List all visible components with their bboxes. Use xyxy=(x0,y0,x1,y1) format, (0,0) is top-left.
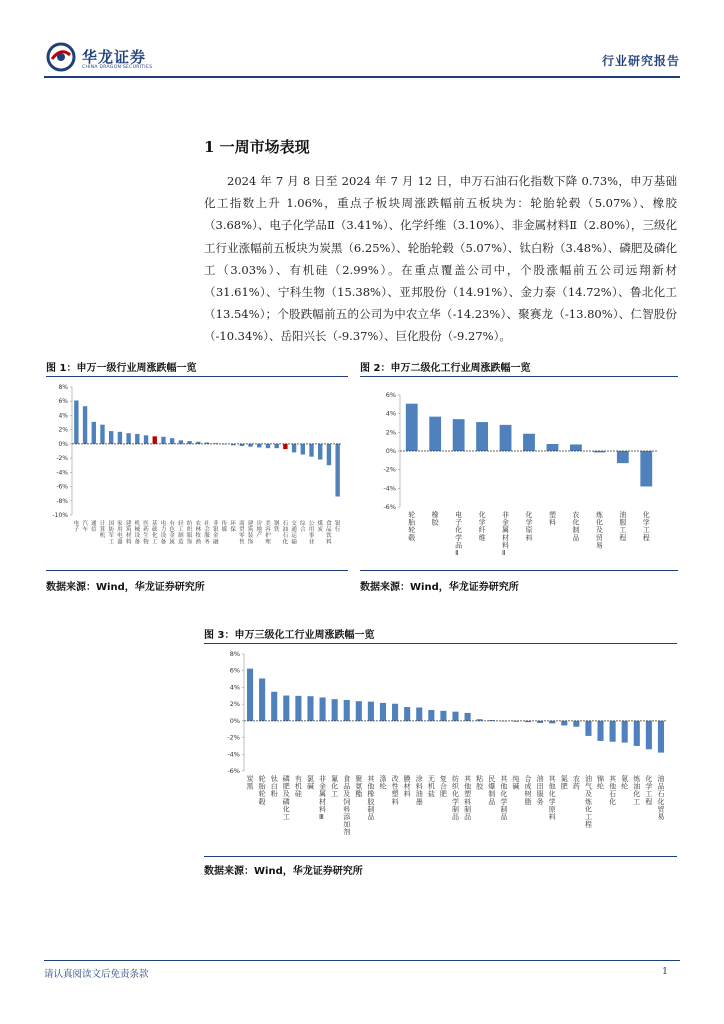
bar xyxy=(404,707,410,721)
bar xyxy=(118,432,122,444)
footer-divider xyxy=(44,960,680,961)
bar xyxy=(500,425,512,451)
bar xyxy=(428,710,434,721)
x-tick-label: 民爆制品 xyxy=(488,775,496,806)
x-tick-label: 煤炭 xyxy=(317,521,323,534)
bar xyxy=(259,678,265,720)
y-tick-label: 8% xyxy=(229,650,240,658)
bar xyxy=(429,417,441,451)
x-tick-label: 改性塑料 xyxy=(391,775,399,806)
bar xyxy=(274,444,278,448)
x-tick-label: 钛白粉 xyxy=(270,775,278,799)
x-tick-label: 轮胎轮毂 xyxy=(258,775,266,806)
bar xyxy=(271,692,277,721)
x-tick-label: 公用事业 xyxy=(308,521,315,546)
bar xyxy=(327,444,331,465)
y-tick-label: -8% xyxy=(56,497,68,505)
x-tick-label: 油服工程 xyxy=(619,511,627,542)
x-tick-label: 非金属材料 Ⅱ xyxy=(502,511,510,557)
bar xyxy=(597,721,603,741)
x-tick-label: 复合肥 xyxy=(439,775,447,799)
x-tick-label: 轮胎轮毂 xyxy=(408,511,416,542)
bar xyxy=(406,404,418,451)
x-tick-label: 油品石化贸易 xyxy=(657,775,665,821)
x-tick-label: 纯碱 xyxy=(512,775,520,791)
x-tick-label: 化学纤维 xyxy=(478,511,486,542)
figure-3-caption: 图 3：申万三级化工行业周涨跌幅一览 xyxy=(204,630,375,641)
y-tick-label: -6% xyxy=(227,767,240,775)
x-tick-label: 纺织化学制品 xyxy=(452,775,459,821)
bar xyxy=(135,434,139,444)
bar xyxy=(257,444,261,448)
logo-subtext: CHINA DRAGON SECURITIES xyxy=(82,65,153,70)
x-tick-label: 石油石化 xyxy=(282,521,289,546)
x-tick-label: 钢铁 xyxy=(273,521,280,534)
bar xyxy=(292,444,296,453)
x-tick-label: 有机硅 xyxy=(294,775,302,799)
bar xyxy=(126,433,130,444)
x-tick-label: 医药生物 xyxy=(143,521,149,546)
x-tick-label: 环保 xyxy=(230,521,236,534)
bar xyxy=(100,425,104,444)
x-tick-label: 其他石化 xyxy=(609,775,617,806)
bar xyxy=(640,451,652,486)
x-tick-label: 建筑材料 xyxy=(125,521,132,546)
y-tick-label: -6% xyxy=(383,503,396,511)
bar xyxy=(83,406,87,444)
x-tick-label: 农药 xyxy=(572,775,580,791)
x-tick-label: 交通运输 xyxy=(291,521,297,546)
x-tick-label: 商贸零售 xyxy=(239,521,245,546)
bar xyxy=(266,444,270,448)
section-paragraph: 2024 年 7 月 8 日至 2024 年 7 月 12 日，申万石油石化指数下降 0.73%，申万基础化工指数上升 1.06%，重点子板块周涨跌幅前五板块为：轮胎轮毂（5.07%）、橡胶（3.68%）、电子化学品Ⅱ（3.41%）、化学纤维（3.10%）、非金属材料Ⅱ（2.80%），三级化工行业涨幅前五板块为炭黑（6.25%）、轮胎轮毂（5.07%）、钛白粉（3.48%）、磷肥及磷化工（3.03%）、有机硅（2.99%）。在重点覆盖公司中，个股涨幅前五公司远翔新材（31.61%）、宁科生物（15.38%）、亚邦股份（14.91%）、金力泰（14.72%）、鲁北化工（13.54%）；个股跌幅前五的公司为中农立华（-14.23%）、聚赛龙（-13.80%）、仁智股份（-10.34%）、岳阳兴长（-9.37%）、巨化股份（-9.27%）。 xyxy=(204,174,677,344)
figure-2-source: 数据来源：Wind，华龙证券研究所 xyxy=(360,582,519,593)
x-tick-label: 非银金融 xyxy=(212,521,219,546)
bar xyxy=(301,444,305,455)
y-tick-label: 0% xyxy=(58,440,68,448)
bar xyxy=(320,697,326,720)
x-tick-label: 磷肥及磷化工 xyxy=(282,775,290,821)
page-number: 1 xyxy=(661,966,668,977)
x-tick-label: 锦纶 xyxy=(597,775,605,791)
x-tick-label: 综合 xyxy=(300,521,306,534)
bar xyxy=(549,721,555,724)
x-tick-label: 其他塑料制品 xyxy=(464,775,472,821)
bar xyxy=(658,721,664,753)
x-tick-label: 涂料油墨 xyxy=(415,775,423,806)
bar xyxy=(610,721,616,742)
y-tick-label: 0% xyxy=(385,447,396,455)
x-tick-label: 塑料 xyxy=(548,511,556,527)
bar xyxy=(622,721,628,743)
x-tick-label: 机械设备 xyxy=(134,521,141,546)
y-tick-label: 2% xyxy=(58,426,68,434)
bar xyxy=(344,700,350,721)
x-tick-label: 其他化学原料 xyxy=(548,775,556,821)
y-tick-label: -4% xyxy=(227,750,240,759)
x-tick-label: 合成树脂 xyxy=(524,775,532,806)
bar xyxy=(247,669,253,721)
figure-2-chart xyxy=(360,377,678,570)
bar xyxy=(368,702,374,721)
y-tick-label: -6% xyxy=(56,483,68,491)
section-title: 1 一周市场表现 xyxy=(204,138,310,156)
bar xyxy=(92,422,96,444)
x-tick-label: 氮肥 xyxy=(560,775,568,791)
y-tick-label: 4% xyxy=(385,409,396,418)
x-tick-label: 化学工程 xyxy=(645,775,653,806)
y-tick-label: -4% xyxy=(383,484,396,493)
bar xyxy=(453,419,465,451)
bar xyxy=(646,721,652,749)
bar xyxy=(547,444,559,451)
bar xyxy=(573,721,579,727)
bar xyxy=(561,721,567,726)
bar xyxy=(187,441,191,444)
x-tick-label: 氯碱 xyxy=(306,775,314,791)
bar xyxy=(570,444,582,451)
bar xyxy=(332,699,338,721)
x-tick-label: 房地产 xyxy=(256,521,263,540)
bar xyxy=(295,696,301,721)
x-tick-label: 炼化及贸易 xyxy=(595,511,603,550)
y-tick-label: -2% xyxy=(56,455,68,463)
logo-icon xyxy=(46,42,76,72)
bar xyxy=(617,451,629,463)
y-tick-label: -2% xyxy=(227,733,240,742)
x-tick-label: 轻工制造 xyxy=(178,521,184,546)
bar xyxy=(523,434,535,451)
page-header xyxy=(44,40,680,76)
bar xyxy=(465,713,471,721)
y-tick-label: 4% xyxy=(58,412,68,420)
bar xyxy=(585,721,591,736)
bar xyxy=(392,704,398,721)
figure-2-caption: 图 2：申万二级化工行业周涨跌幅一览 xyxy=(360,363,531,374)
bar xyxy=(307,696,313,721)
y-tick-label: 6% xyxy=(385,391,396,399)
x-tick-label: 电子化学品 Ⅱ xyxy=(455,511,463,557)
bar xyxy=(440,711,446,721)
y-tick-label: 8% xyxy=(58,384,68,391)
x-tick-label: 氟化工 xyxy=(331,775,339,799)
x-tick-label: 社会服务 xyxy=(204,521,210,546)
report-type: 行业研究报告 xyxy=(601,54,680,68)
x-tick-label: 农化制品 xyxy=(572,511,580,542)
bar xyxy=(318,444,322,460)
x-tick-label: 炼油化工 xyxy=(633,775,641,806)
x-tick-label: 非金属材料 Ⅲ xyxy=(319,775,327,821)
x-tick-label: 计算机 xyxy=(99,521,106,540)
bar xyxy=(248,444,252,447)
y-tick-label: -4% xyxy=(56,469,68,477)
x-tick-label: 氨纶 xyxy=(621,775,629,791)
x-tick-label: 油气及炼化工程 xyxy=(584,775,592,829)
bar xyxy=(283,444,287,449)
y-tick-label: 6% xyxy=(58,398,68,406)
x-tick-label: 其他化学制品 xyxy=(500,775,508,821)
x-tick-label: 粘胶 xyxy=(476,775,484,791)
bar xyxy=(144,435,148,444)
bar xyxy=(335,444,339,497)
figure-3-source: 数据来源：Wind，华龙证券研究所 xyxy=(204,866,363,877)
figure-1-caption: 图 1：申万一级行业周涨跌幅一览 xyxy=(46,363,197,374)
figure-3-frame xyxy=(204,643,677,857)
x-tick-label: 家用电器 xyxy=(117,521,123,546)
y-tick-label: 0% xyxy=(229,716,240,725)
figure-2-frame xyxy=(360,376,678,571)
y-tick-label: 4% xyxy=(229,683,240,692)
y-tick-label: 6% xyxy=(229,666,240,675)
x-tick-label: 无机盐 xyxy=(427,775,435,799)
x-tick-label: 建筑装饰 xyxy=(247,521,254,546)
x-tick-label: 炭黑 xyxy=(246,775,254,791)
x-tick-label: 食品饮料 xyxy=(326,521,332,546)
x-tick-label: 国防军工 xyxy=(108,521,114,546)
x-tick-label: 其他橡胶制品 xyxy=(367,775,375,821)
x-tick-label: 橡胶 xyxy=(431,511,439,527)
y-tick-label: 2% xyxy=(385,428,396,437)
x-tick-label: 美容护理 xyxy=(265,521,271,546)
bar xyxy=(452,712,458,721)
bar xyxy=(476,422,488,451)
x-tick-label: 油田服务 xyxy=(536,775,544,806)
figure-3-chart xyxy=(204,644,677,856)
x-tick-label: 食品及饲料添加剂 xyxy=(343,775,351,837)
bar xyxy=(309,444,313,457)
x-tick-label: 涤纶 xyxy=(379,775,387,791)
figure-1-source: 数据来源：Wind，华龙证券研究所 xyxy=(46,582,205,593)
bar xyxy=(356,701,362,721)
x-tick-label: 电力设备 xyxy=(160,521,167,546)
y-tick-label: -2% xyxy=(383,465,396,474)
x-tick-label: 通信 xyxy=(91,521,97,534)
footer-disclaimer: 请认真阅读文后免责条款 xyxy=(44,969,149,980)
x-tick-label: 农林牧渔 xyxy=(195,521,202,546)
logo-text: 华龙证券 xyxy=(82,48,147,66)
x-tick-label: 基础化工 xyxy=(151,521,158,546)
figure-1-frame xyxy=(46,376,348,571)
x-tick-label: 电子 xyxy=(73,521,80,534)
x-tick-label: 汽车 xyxy=(82,521,88,534)
bar xyxy=(109,431,113,444)
bar xyxy=(283,696,289,721)
figure-1-chart xyxy=(46,377,348,570)
bar xyxy=(153,436,157,444)
x-tick-label: 有色金属 xyxy=(169,521,175,546)
bar xyxy=(380,703,386,721)
x-tick-label: 纺织服饰 xyxy=(186,521,193,546)
y-tick-label: 2% xyxy=(229,700,240,709)
header-divider xyxy=(44,76,680,78)
bar xyxy=(74,401,78,444)
bar xyxy=(179,440,183,444)
bar xyxy=(170,438,174,444)
bar xyxy=(634,721,640,746)
y-tick-label: -10% xyxy=(52,512,68,519)
x-tick-label: 聚氨酯 xyxy=(355,775,363,799)
x-tick-label: 化学工程 xyxy=(642,511,650,542)
x-tick-label: 膜材料 xyxy=(403,775,411,799)
x-tick-label: 化学原料 xyxy=(525,511,533,542)
x-tick-label: 银行 xyxy=(334,521,341,534)
bar xyxy=(416,707,422,720)
x-tick-label: 传媒 xyxy=(221,521,228,534)
bar xyxy=(161,437,165,444)
